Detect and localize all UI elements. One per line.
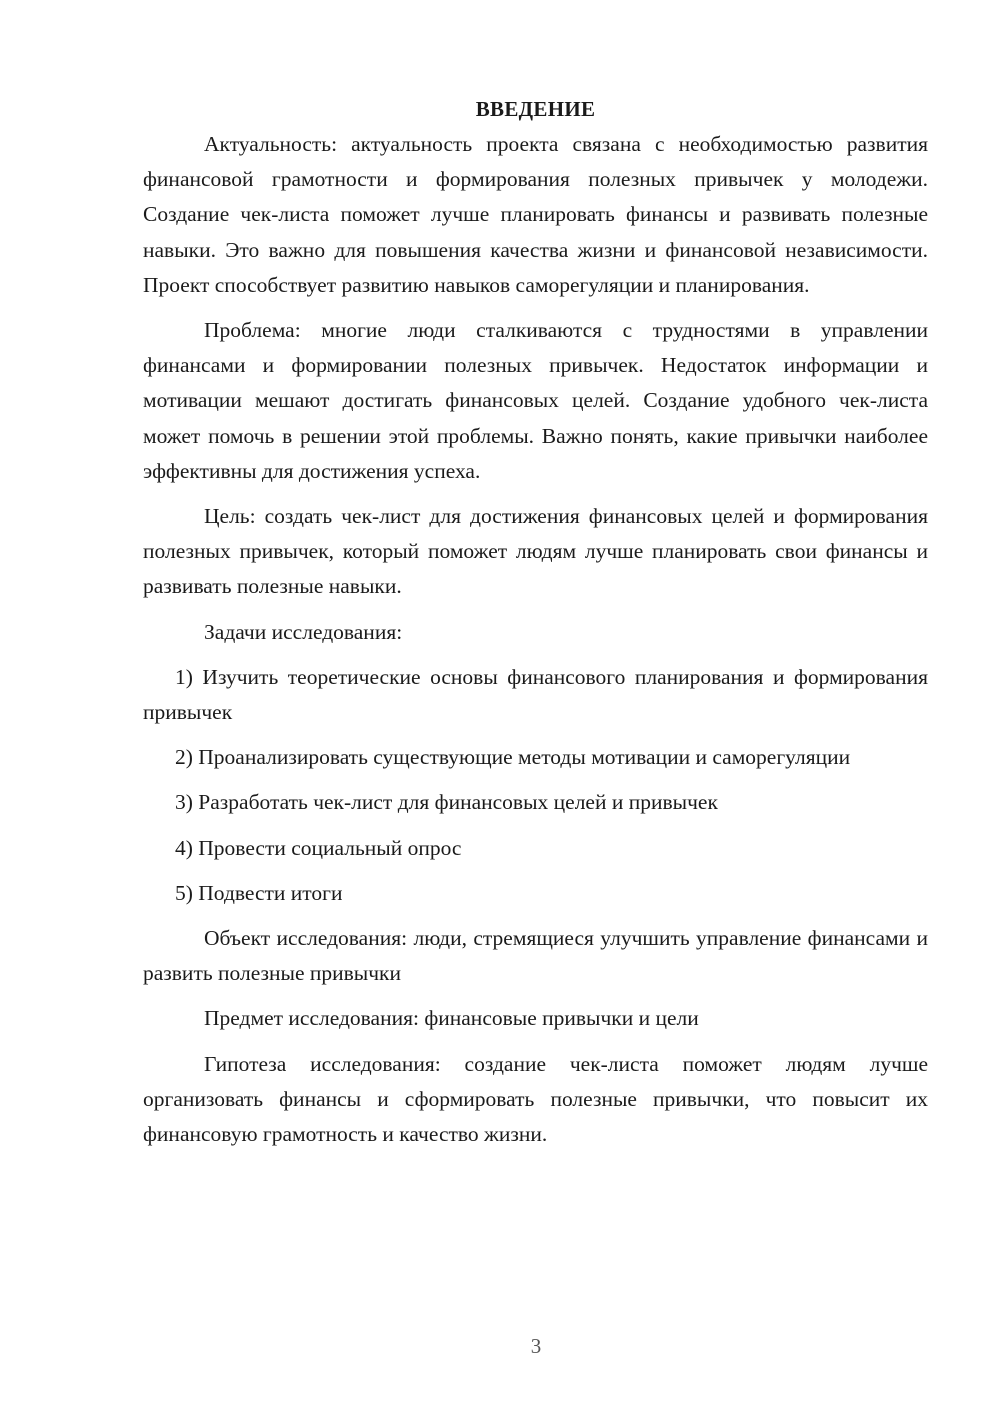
task-item: 1) Изучить теоретические основы финансового планирования и формирования привычек: [143, 664, 928, 725]
relevance-paragraph: Актуальность: актуальность проекта связана с необходимостью развития финансовой грамотности и формирования полезных привычек у молодежи. Создание чек-листа поможет лучше планировать финансы и развивать полезные навыки. Это важно для повышения качества жизни и финансовой независимости. Проект способствует развитию навыков саморегуляции и планирования.: [143, 132, 928, 297]
task-item: 3) Разработать чек-лист для финансовых целей и привычек: [175, 790, 718, 815]
document-page: [143, 92, 928, 1152]
section-heading: ВВЕДЕНИЕ: [475, 97, 596, 121]
tasks-list: [143, 660, 928, 911]
goal-paragraph: Цель: создать чек-лист для достижения финансовых целей и формирования полезных привычек, который поможет людям лучше планировать свои финансы и развивать полезные навыки.: [143, 504, 928, 599]
task-item: 4) Провести социальный опрос: [175, 835, 462, 860]
object-paragraph: Объект исследования: люди, стремящиеся улучшить управление финансами и развить полезные привычки: [143, 926, 928, 986]
hypothesis-paragraph: Гипотеза исследования: создание чек-листа поможет людям лучше организовать финансы и сформировать полезные привычки, что повысит их финансовую грамотность и качество жизни.: [143, 1051, 928, 1147]
subject-paragraph: Предмет исследования: финансовые привычки и цели: [204, 1006, 699, 1031]
problem-paragraph: Проблема: многие люди сталкиваются с трудностями в управлении финансами и формировании полезных привычек. Недостаток информации и мотивации мешают достигать финансовых целей. Создание удобного чек-листа может помочь в решении этой проблемы. Важно понять, какие привычки наиболее эффективны для достижения успеха.: [143, 318, 928, 483]
page-number: 3: [530, 1334, 542, 1358]
tasks-title: Задачи исследования:: [204, 619, 403, 644]
task-item: 2) Проанализировать существующие методы мотивации и саморегуляции: [175, 745, 851, 770]
task-item: 5) Подвести итоги: [175, 880, 343, 905]
